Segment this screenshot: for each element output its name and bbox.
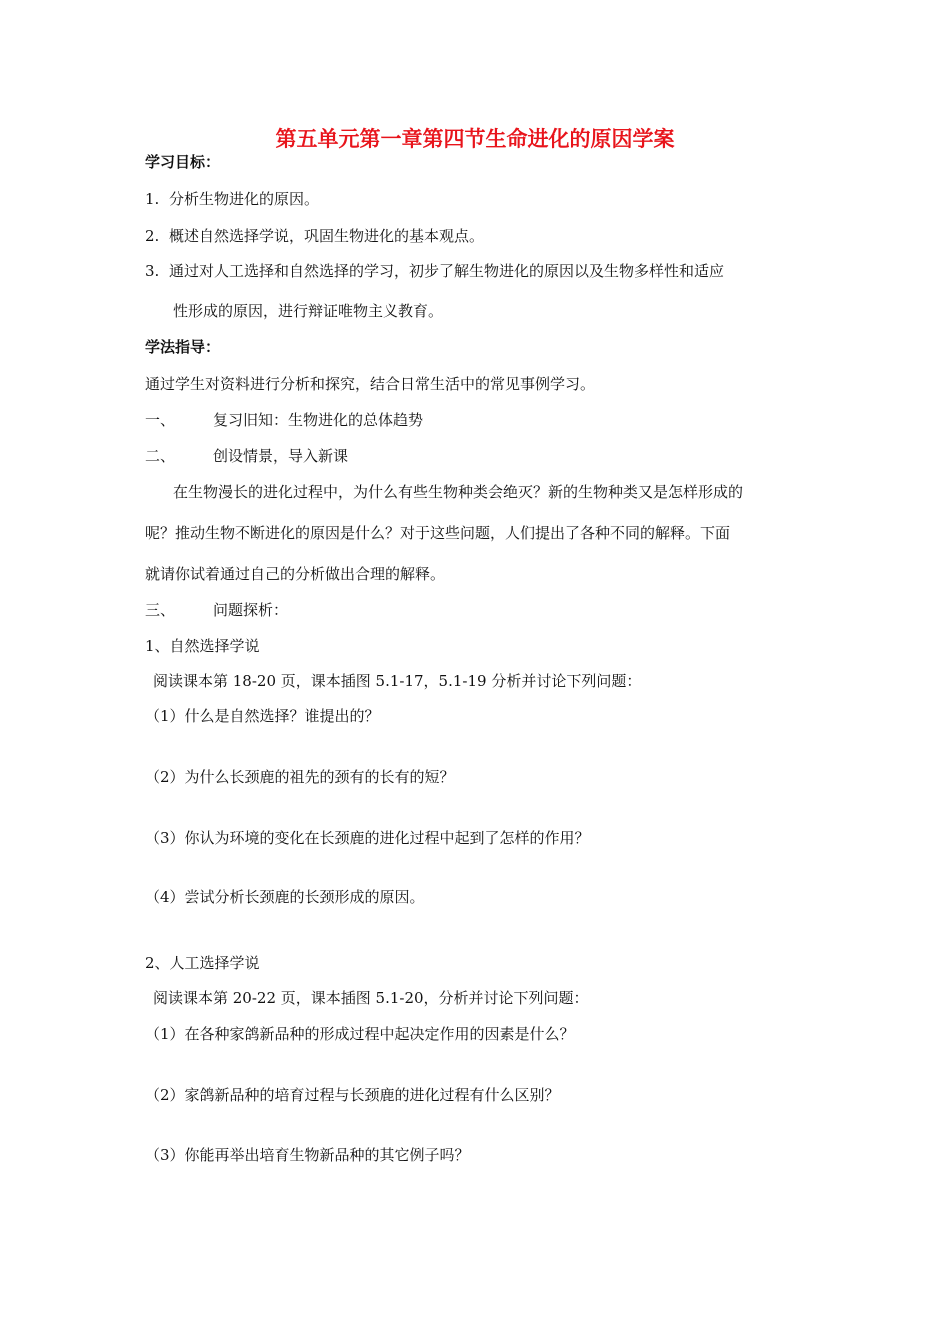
part2-question-2: （2）家鸽新品种的培育过程与长颈鹿的进化过程有什么区别？ xyxy=(145,1086,560,1104)
part2-reading: 阅读课本第 20-22 页，课本插图 5.1-20，分析并讨论下列问题： xyxy=(153,989,589,1007)
section-1-text: 复习旧知：生物进化的总体趋势 xyxy=(213,411,424,429)
goals-heading: 学习目标： xyxy=(145,153,221,171)
part2-question-3: （3）你能再举出培育生物新品种的其它例子吗？ xyxy=(145,1146,470,1164)
part1-heading: 1、自然选择学说 xyxy=(145,637,260,655)
section-2-text: 创设情景，导入新课 xyxy=(213,447,349,465)
goal-item-3-num: 3. xyxy=(145,262,160,280)
goal-item-2-text: 概述自然选择学说，巩固生物进化的基本观点。 xyxy=(169,227,485,245)
intro-line-1: 在生物漫长的进化过程中，为什么有些生物种类会绝灭？新的生物种类又是怎样形成的 xyxy=(173,483,744,501)
goal-item-3-text: 通过对人工选择和自然选择的学习，初步了解生物进化的原因以及生物多样性和适应 xyxy=(169,262,725,280)
goal-item-2-num: 2. xyxy=(145,227,160,245)
method-heading: 学法指导： xyxy=(145,338,221,356)
part1-question-2: （2）为什么长颈鹿的祖先的颈有的长有的短？ xyxy=(145,768,455,786)
part1-question-3: （3）你认为环境的变化在长颈鹿的进化过程中起到了怎样的作用？ xyxy=(145,829,590,847)
goal-item-1-num: 1. xyxy=(145,190,160,208)
section-1 xyxy=(145,410,423,430)
page-title: 第五单元第一章第四节生命进化的原因学案 xyxy=(275,127,675,151)
part1-reading: 阅读课本第 18-20 页，课本插图 5.1-17，5.1-19 分析并讨论下列问题： xyxy=(153,672,642,690)
section-1-num: 一、 xyxy=(145,411,176,429)
goal-item-1 xyxy=(145,189,319,209)
method-text: 通过学生对资料进行分析和探究，结合日常生活中的常见事例学习。 xyxy=(145,375,596,393)
part1-question-4: （4）尝试分析长颈鹿的长颈形成的原因。 xyxy=(145,888,425,906)
goal-item-1-text: 分析生物进化的原因。 xyxy=(169,190,320,208)
section-3-text: 问题探析： xyxy=(213,601,289,619)
goal-item-3-cont: 性形成的原因，进行辩证唯物主义教育。 xyxy=(173,302,444,320)
goal-item-3 xyxy=(145,261,724,281)
section-3-num: 三、 xyxy=(145,601,176,619)
part1-question-1: （1）什么是自然选择？谁提出的？ xyxy=(145,707,380,725)
part2-question-1: （1）在各种家鸽新品种的形成过程中起决定作用的因素是什么？ xyxy=(145,1025,575,1043)
section-2-num: 二、 xyxy=(145,447,176,465)
section-3 xyxy=(145,600,288,620)
intro-line-2: 呢？推动生物不断进化的原因是什么？对于这些问题，人们提出了各种不同的解释。下面 xyxy=(145,524,731,542)
goal-item-2 xyxy=(145,226,484,246)
section-2 xyxy=(145,446,348,466)
intro-line-3: 就请你试着通过自己的分析做出合理的解释。 xyxy=(145,565,446,583)
part2-heading: 2、人工选择学说 xyxy=(145,954,260,972)
